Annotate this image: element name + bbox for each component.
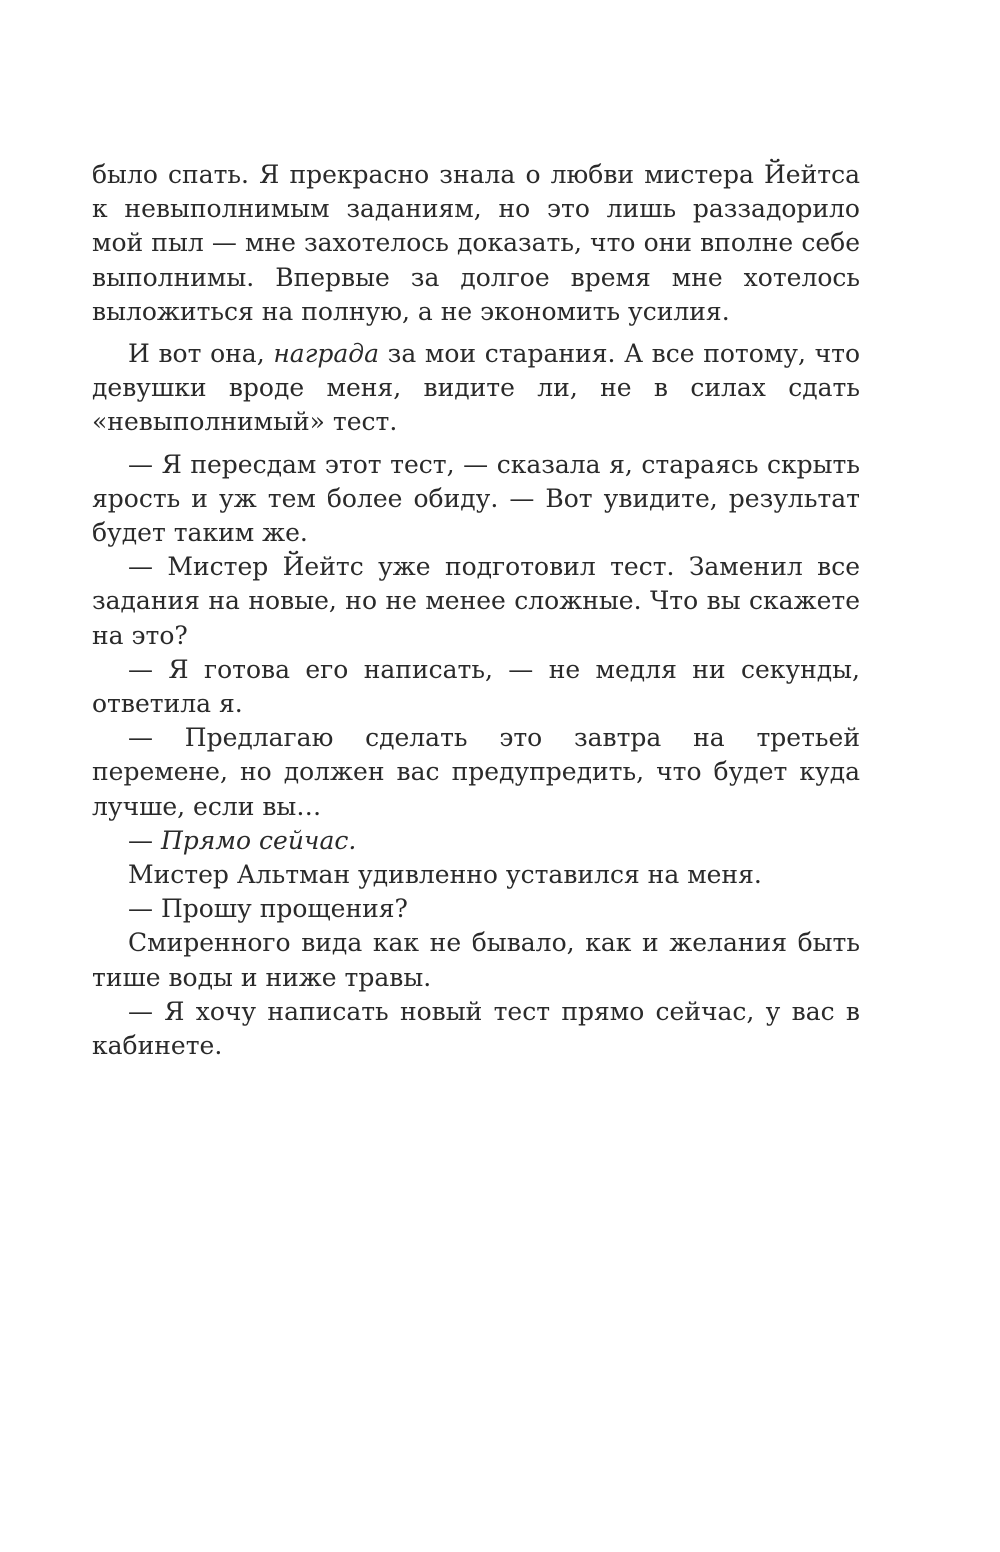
- dialogue-line: — Мистер Йейтс уже подготовил тест. Заменил все задания на новые, но не менее сложные. Что вы скажете на это?: [92, 552, 860, 650]
- emphasis-right-now: Прямо сейчас.: [160, 825, 357, 855]
- dialogue-line: — Я хочу написать новый тест прямо сейчас, у вас в кабинете.: [92, 996, 860, 1061]
- dialogue-line: — Прошу прощения?: [128, 894, 408, 924]
- paragraph-continuation: было спать. Я прекрасно знала о любви мистера Йейтса к невыполнимым заданиям, но это лишь раззадорило мой пыл — мне захотелось доказать, что они вполне себе выполнимы. Впервые за долгое время мне хотелось выложиться на полную, а не экономить усилия.: [92, 160, 860, 326]
- text-run: за мои старания. А все потому, что девушки вроде меня, видите ли, не в силах сдать «невыполнимый» тест.: [92, 339, 860, 437]
- dialogue-dash: —: [128, 825, 161, 855]
- narration-line: Смиренного вида как не бывало, как и желания быть тише воды и ниже травы.: [92, 928, 860, 992]
- emphasis-reward: награда: [273, 339, 380, 369]
- dialogue-line-italic: [92, 824, 860, 858]
- narration-line: Мистер Альтман удивленно уставился на меня.: [128, 860, 762, 890]
- book-page-text: [92, 158, 860, 1063]
- dialogue-line: — Я пересдам этот тест, — сказала я, стараясь скрыть ярость и уж тем более обиду. — Вот увидите, результат будет таким же.: [92, 449, 860, 548]
- dialogue-line: — Предлагаю сделать это завтра на третьей перемене, но должен вас предупредить, что будет куда лучше, если вы…: [92, 723, 860, 821]
- text-run: И вот она,: [128, 339, 274, 369]
- dialogue-line: — Я готова его написать, — не медля ни секунды, ответила я.: [92, 654, 860, 719]
- paragraph-reward: [92, 337, 860, 440]
